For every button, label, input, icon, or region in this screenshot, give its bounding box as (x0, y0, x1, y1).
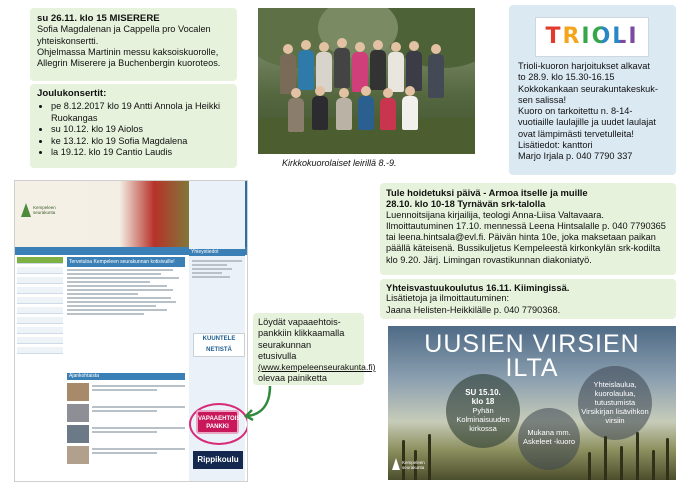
trioli-line: to 28.9. klo 15.30-16.15 (518, 72, 615, 83)
bubble-line: kuorolaulua, (594, 389, 636, 398)
photo-person (352, 42, 368, 92)
miserere-line: yhteiskonsertti. (37, 35, 99, 46)
bubble-line: virsiin (605, 416, 625, 425)
poster-bubble-choir (518, 408, 580, 470)
news-item[interactable] (67, 446, 185, 464)
miserere-line: Ohjelmassa Martinin messu kaksoiskuorolle, (37, 46, 219, 57)
bubble-line: Pyhän Kolminaisuuden (456, 406, 510, 424)
christmas-item: • la 19.12. klo 19 Cantio Laudis (51, 147, 230, 158)
website-logo-text: Kempeleen seurakunta (33, 205, 56, 215)
website-main-title: Tervetuloa Kempeleen seurakunnan kotisivuille! (67, 257, 185, 267)
arrow-icon (240, 384, 280, 424)
miserere-date: su 26.11. klo 15 MISERERE (37, 13, 160, 24)
poster-bubble-time (446, 374, 520, 448)
sidebar-item[interactable] (17, 317, 63, 324)
rippikoulu-button[interactable]: Rippikoulu (193, 451, 243, 469)
news-item[interactable] (67, 383, 185, 401)
sidebar-item[interactable] (17, 337, 63, 344)
photo-person (288, 88, 304, 132)
website-logo (21, 203, 61, 223)
sidebar-item[interactable] (17, 347, 63, 354)
sidebar-item[interactable] (17, 277, 63, 284)
photo-caption: Kirkkokuorolaiset leirillä 8.-9. (282, 158, 397, 168)
trioli-line: Trioli-kuoron harjoitukset alkavat (518, 61, 650, 71)
trioli-line: vuotiaille laulajille ja uudet laulajat (518, 117, 656, 128)
website-logo-icon (21, 203, 31, 217)
hoid-subtitle: 28.10. klo 10-18 Tyrnävän srk-talolla (386, 198, 546, 210)
hoid-title: Tule hoidetuksi päivä - Armoa itselle ja muille (386, 187, 588, 198)
website-yhteystiedot: Yhteystiedot (189, 249, 245, 256)
volunteer-line: pankkiin klikkaamalla (258, 328, 345, 339)
trioli-line: Kokkokankaan seurakuntakeskuk- (518, 83, 658, 94)
sidebar-item[interactable] (17, 287, 63, 294)
yht-title: Yhteisvastuukoulutus 16.11. Kiimingissä. (386, 282, 570, 293)
photo-person (358, 86, 374, 130)
poster-bubble-content (578, 366, 652, 440)
photo-person (406, 41, 422, 91)
photo-person (334, 38, 350, 88)
poster-title-line: ILTA (505, 354, 559, 382)
photo-person (402, 86, 418, 130)
poster-logo (392, 458, 432, 476)
christmas-item: • pe 8.12.2017 klo 19 Antti Annola ja Heikki Ruokangas (51, 101, 230, 124)
sidebar-item[interactable] (17, 327, 63, 334)
website-main (67, 257, 185, 477)
miserere-concert-box (30, 8, 237, 81)
hoid-line: päällä käteisenä. Bussikuljetus Kempeleestä kirkonkylän srk-kodilta (386, 243, 661, 254)
hoid-line: tai leena.hintsala@evl.fi. Päivän hinta 10e, joka maksetaan paikan (386, 232, 656, 243)
bubble-line: Yhteislaulua, (593, 380, 637, 389)
website-sidebar (17, 257, 63, 477)
vapaaehtoispankki-button[interactable]: VAPAAEHTOIS-PANKKI (196, 410, 239, 434)
christmas-concerts-box (30, 84, 237, 168)
sidebar-item[interactable] (17, 307, 63, 314)
poster-title-line: UUSIEN VIRSIEN (424, 330, 640, 358)
yht-line: Jaana Helisten-Heikkilälle p. 040 7790368. (386, 304, 561, 315)
bubble-line: Virsikirjan lisävihkon (581, 407, 649, 416)
photo-person (336, 88, 352, 130)
miserere-line: Sofia Magdalenan ja Cappella pro Vocalen (37, 24, 211, 35)
miserere-line: Allegrin Miserere ja Buchenbergin kuoroteos. (37, 58, 221, 69)
hoid-line: Luennoitsijana kirjailija, teologi Anna-Liisa Valtavaara. (386, 209, 604, 220)
bubble-line: klo 18 (471, 397, 495, 406)
volunteer-line: Löydät vapaaehtois- (258, 317, 341, 327)
trioli-logo-text: TRIOLI (545, 24, 639, 49)
volunteer-line: etusivulla (258, 350, 297, 361)
trioli-line: Kuoro on tarkoitettu n. 8-14- (518, 106, 633, 117)
photo-person (428, 44, 444, 98)
bubble-line: Mukana mm. (527, 428, 571, 437)
trioli-box (509, 5, 676, 175)
website-screenshot (14, 180, 248, 482)
tule-hoidetuksi-box (380, 183, 676, 275)
photo-person (312, 86, 328, 130)
website-ajankohtaista: Ajankohtaista (67, 373, 185, 380)
choir-photo (258, 8, 475, 154)
christmas-item: • ke 13.12. klo 19 Sofia Magdalena (51, 136, 230, 147)
volunteer-line: seurakunnan (258, 339, 312, 350)
sidebar-item[interactable] (17, 257, 63, 264)
trioli-line: sen salissa! (518, 94, 567, 105)
hoid-line: klo 9.20. Järj. Limingan rovastikunnan diakoniatyö. (386, 254, 592, 265)
trioli-line: ovat lämpimästi tervetulleita! (518, 128, 634, 139)
photo-person (370, 40, 386, 90)
photo-person (388, 42, 404, 92)
poster-logo-text: Kempeleen seurakunta (402, 460, 425, 470)
bubble-line: Askeleet -kuoro (522, 437, 576, 446)
sidebar-item[interactable] (17, 297, 63, 304)
bubble-line: kirkossa (469, 424, 497, 433)
uusien-virsien-ilta-poster (388, 326, 676, 480)
christmas-title: Joulukonsertit: (37, 88, 107, 99)
hoid-line: Ilmoittautuminen 17.10. mennessä Leena Hintsalalle p. 040 7790365 (386, 220, 666, 231)
volunteer-line: olevaa painiketta (258, 373, 327, 384)
news-item[interactable] (67, 425, 185, 443)
christmas-item: • su 10.12. klo 19 Aiolos (51, 124, 230, 135)
sidebar-item[interactable] (17, 267, 63, 274)
trioli-line: Marjo Irjala p. 040 7790 337 (518, 151, 633, 162)
yht-line: Lisätietoja ja ilmoittautuminen: (386, 293, 510, 304)
volunteer-box (253, 313, 376, 385)
poster-logo-icon (392, 458, 400, 470)
photo-person (298, 40, 314, 90)
yhteisvastuu-box (380, 279, 676, 319)
photo-person (316, 42, 332, 92)
photo-person (380, 88, 396, 130)
trioli-logo (535, 17, 649, 57)
kuuntele-netista-button[interactable]: KUUNTELE NETISTÄ (193, 333, 245, 357)
bubble-line: SU 15.10. (465, 388, 501, 397)
photo-person (280, 44, 296, 94)
news-item[interactable] (67, 404, 185, 422)
bubble-line: tutustumista (594, 398, 636, 407)
trioli-line: Lisätiedot: kanttori (518, 140, 593, 151)
trioli-text (518, 61, 674, 163)
christmas-list (37, 101, 230, 158)
volunteer-link[interactable]: (www.kempeleenseurakunta.fi) (258, 362, 376, 373)
